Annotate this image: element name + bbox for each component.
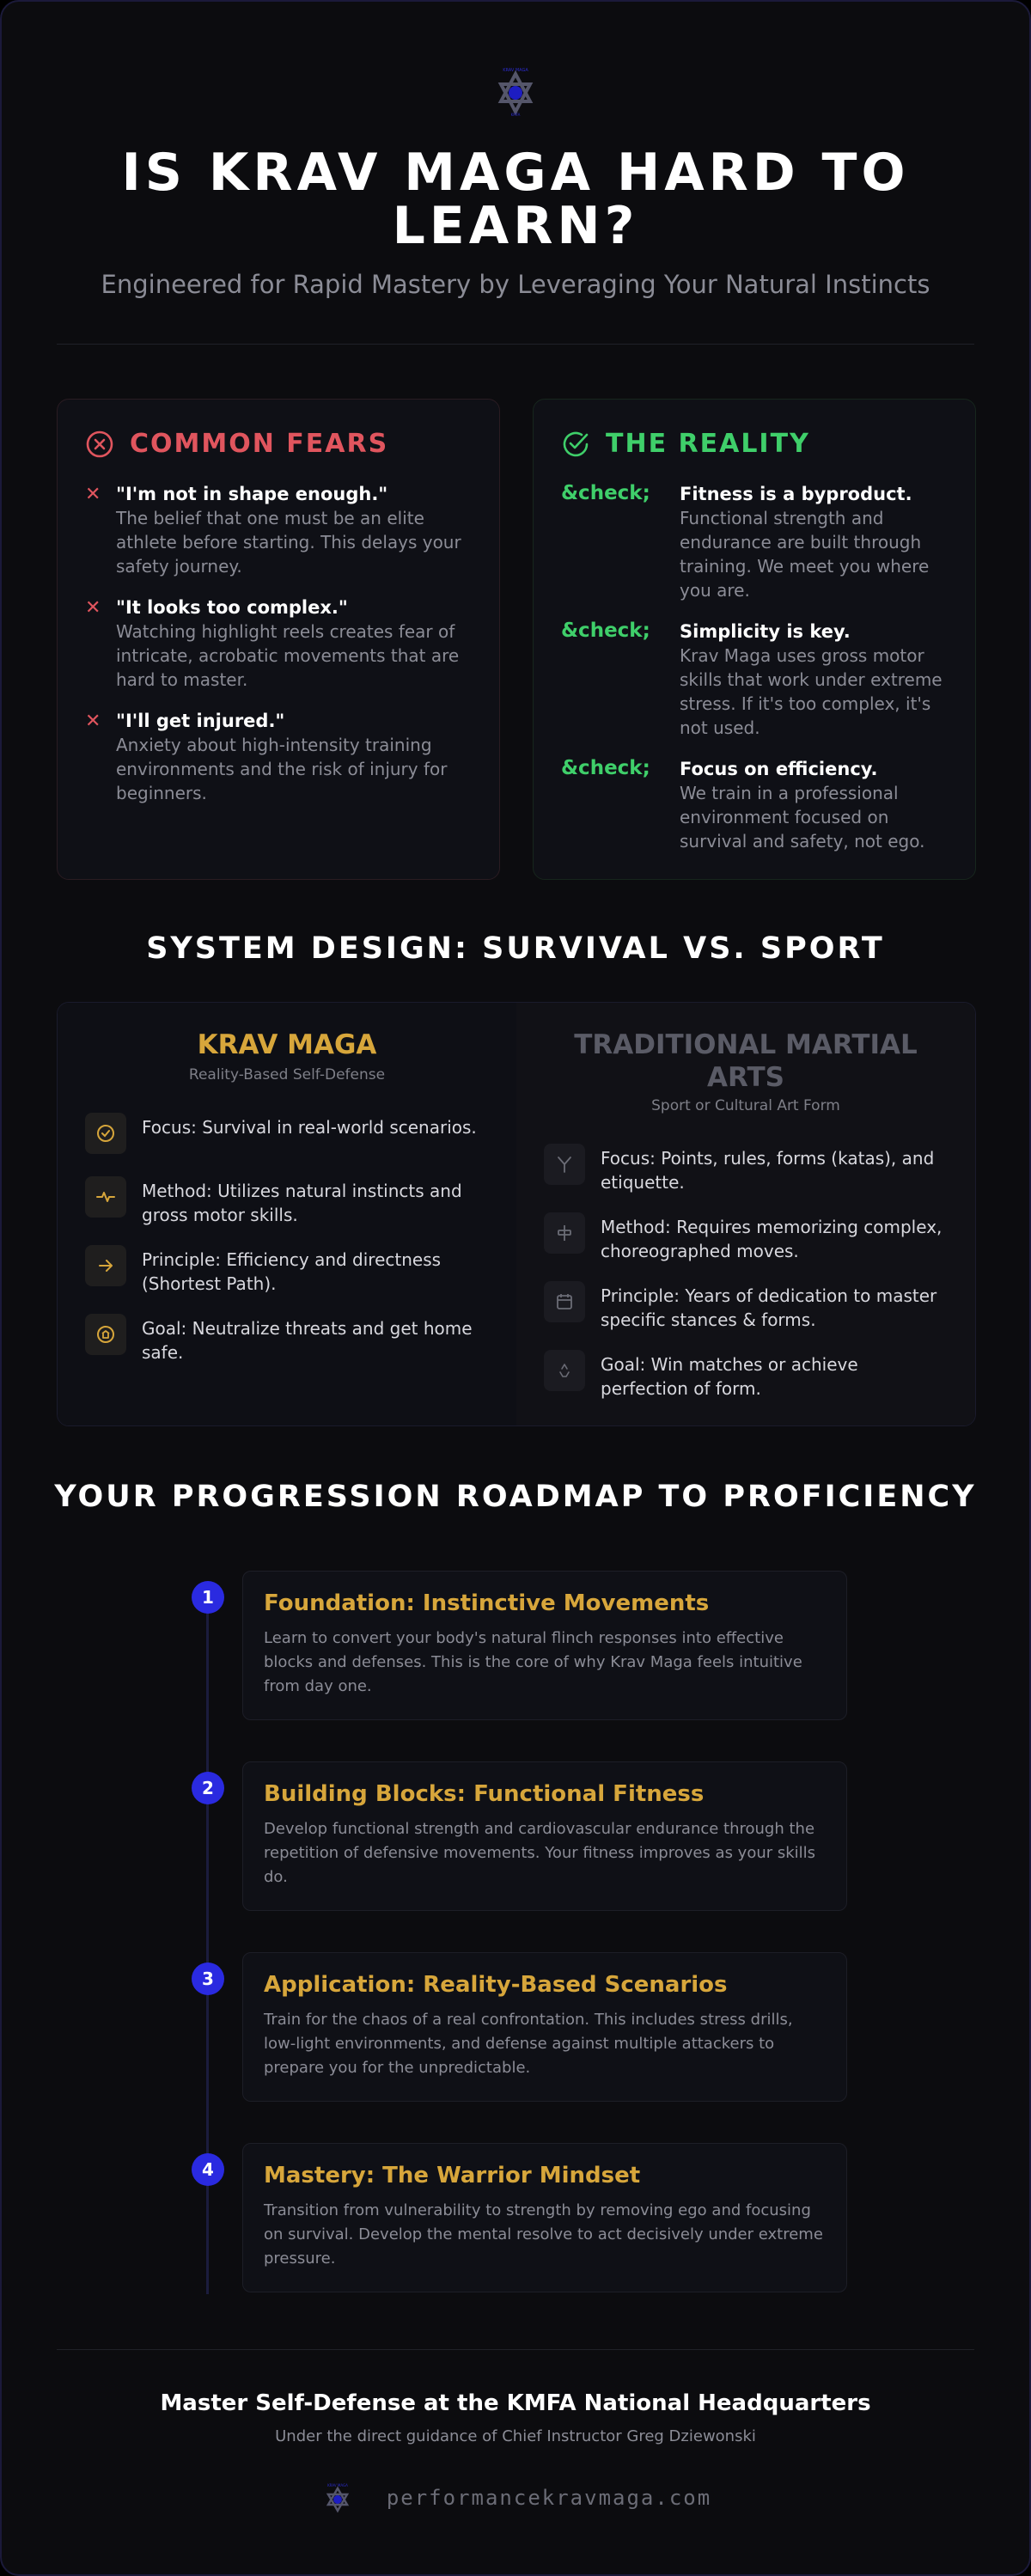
fear-text: Anxiety about high-intensity training environments and the risk of injury for beginners. xyxy=(116,735,448,803)
home-circle-icon xyxy=(85,1314,126,1355)
footer-brand xyxy=(2,2481,1029,2514)
step-text: Develop functional strength and cardiovascular endurance through the repetition of defensive movements. Your fitness improves as your skills do. xyxy=(264,1820,816,1886)
reality-item xyxy=(561,620,949,740)
page-title: IS KRAV MAGA HARD TO LEARN? xyxy=(121,143,910,256)
step-number-badge: 1 xyxy=(192,1581,224,1614)
website-link[interactable]: performancekravmaga.com xyxy=(386,2486,712,2510)
traditional-column xyxy=(516,1003,975,1425)
the-reality-title: THE REALITY xyxy=(606,429,810,459)
fear-text: Watching highlight reels creates fear of intricate, acrobatic movements that are hard to master. xyxy=(116,621,460,690)
fear-title: "It looks too complex." xyxy=(116,597,348,618)
check-circle-icon xyxy=(85,1113,126,1154)
krav-row-text: Focus: Survival in real-world scenarios. xyxy=(142,1117,477,1138)
arrow-right-icon xyxy=(85,1245,126,1286)
check-mark-text: &check; xyxy=(561,482,650,504)
traditional-row-text: Method: Requires memorizing complex, choreographed moves. xyxy=(601,1217,943,1261)
x-circle-icon xyxy=(85,430,114,459)
traditional-row xyxy=(544,1281,949,1332)
traditional-title: TRADITIONAL MARTIAL ARTS xyxy=(574,1029,918,1093)
krav-row xyxy=(85,1314,491,1364)
fear-title: "I'll get injured." xyxy=(116,711,285,731)
common-fears-card xyxy=(57,399,500,880)
reality-title: Focus on efficiency. xyxy=(680,759,878,779)
roadmap-step xyxy=(242,1571,847,1720)
step-title: Foundation: Instinctive Movements xyxy=(264,1590,710,1616)
svg-text:KMFA: KMFA xyxy=(510,113,521,117)
krav-maga-title: KRAV MAGA xyxy=(197,1029,377,1060)
common-fears-heading xyxy=(85,429,388,459)
x-icon: ✕ xyxy=(85,597,101,619)
step-text: Learn to convert your body's natural flinch responses into effective blocks and defenses. This is the core of why Krav Maga feels intuitive from day one. xyxy=(264,1629,802,1695)
reality-title: Simplicity is key. xyxy=(680,621,851,642)
common-fears-title: COMMON FEARS xyxy=(130,429,389,459)
the-reality-card xyxy=(533,399,976,880)
krav-row xyxy=(85,1113,491,1154)
recycle-icon xyxy=(544,1350,585,1391)
the-reality-heading xyxy=(561,429,810,459)
reality-text: Functional strength and endurance are built through training. We meet you where you are. xyxy=(680,508,930,601)
reality-text: We train in a professional environment focused on survival and safety, not ego. xyxy=(680,783,925,852)
krav-maga-subtitle: Reality-Based Self-Defense xyxy=(188,1066,386,1084)
roadmap-step xyxy=(242,1952,847,2102)
footer-heading: Master Self-Defense at the KMFA National Headquarters xyxy=(160,2390,871,2416)
check-mark-text: &check; xyxy=(561,757,650,779)
pulse-icon xyxy=(85,1176,126,1218)
check-circle-icon xyxy=(561,430,590,459)
krav-row xyxy=(85,1245,491,1296)
calendar-icon xyxy=(544,1281,585,1322)
fear-text: The belief that one must be an elite athlete before starting. This delays your safety journey. xyxy=(116,508,461,577)
krav-row-text: Principle: Efficiency and directness (Shortest Path). xyxy=(142,1249,442,1294)
x-icon: ✕ xyxy=(85,711,101,732)
check-mark-text: &check; xyxy=(561,620,650,642)
roadmap-step xyxy=(242,1761,847,1911)
step-title: Application: Reality-Based Scenarios xyxy=(264,1972,728,1998)
fear-item xyxy=(85,595,473,692)
reality-item xyxy=(561,757,949,853)
traditional-row-text: Principle: Years of dedication to master specific stances & forms. xyxy=(601,1285,937,1330)
roadmap-heading: YOUR PROGRESSION ROADMAP TO PROFICIENCY xyxy=(54,1480,977,1514)
divider xyxy=(57,2349,974,2350)
svg-text:KRAV MAGA: KRAV MAGA xyxy=(326,2483,348,2487)
step-title: Mastery: The Warrior Mindset xyxy=(264,2163,641,2188)
kmfa-logo-small xyxy=(320,2481,356,2514)
split-icon xyxy=(544,1144,585,1185)
krav-row-text: Method: Utilizes natural instincts and gross motor skills. xyxy=(142,1181,462,1225)
fear-item xyxy=(85,709,473,805)
krav-row xyxy=(85,1176,491,1227)
traditional-row xyxy=(544,1350,949,1401)
traditional-row-text: Goal: Win matches or achieve perfection of form. xyxy=(601,1354,858,1399)
step-number-badge: 2 xyxy=(192,1772,224,1804)
page-subtitle: Engineered for Rapid Mastery by Leveraging Your Natural Instincts xyxy=(101,270,930,299)
krav-row-text: Goal: Neutralize threats and get home safe. xyxy=(142,1318,473,1363)
traditional-row xyxy=(544,1212,949,1263)
signpost-icon xyxy=(544,1212,585,1254)
reality-item xyxy=(561,482,949,602)
step-number-badge: 3 xyxy=(192,1963,224,1995)
step-text: Train for the chaos of a real confrontation. This includes stress drills, low-light environments, and defense against multiple attackers to prepare you for the unpredictable. xyxy=(264,2011,793,2077)
krav-maga-column xyxy=(58,1003,516,1425)
traditional-row xyxy=(544,1144,949,1194)
step-number-badge: 4 xyxy=(192,2153,224,2186)
step-text: Transition from vulnerability to strength by removing ego and focusing on survival. Develop the mental resolve to act decisively under extreme pressure. xyxy=(264,2201,823,2268)
divider xyxy=(57,344,974,345)
x-icon: ✕ xyxy=(85,484,101,505)
roadmap-step xyxy=(242,2143,847,2292)
step-title: Building Blocks: Functional Fitness xyxy=(264,1781,705,1807)
reality-title: Fitness is a byproduct. xyxy=(680,484,912,504)
kmfa-logo xyxy=(487,64,544,117)
traditional-subtitle: Sport or Cultural Art Form xyxy=(651,1097,840,1114)
comparison-table xyxy=(57,1002,976,1426)
svg-text:KRAV MAGA: KRAV MAGA xyxy=(503,68,528,73)
traditional-row-text: Focus: Points, rules, forms (katas), and etiquette. xyxy=(601,1148,935,1193)
footer-subheading: Under the direct guidance of Chief Instructor Greg Dziewonski xyxy=(275,2427,756,2445)
fear-title: "I'm not in shape enough." xyxy=(116,484,388,504)
timeline-line xyxy=(206,1591,209,2294)
fear-item xyxy=(85,482,473,578)
reality-text: Krav Maga uses gross motor skills that work under extreme stress. If it's too complex, it's not used. xyxy=(680,645,943,738)
system-design-heading: SYSTEM DESIGN: SURVIVAL VS. SPORT xyxy=(146,931,885,966)
